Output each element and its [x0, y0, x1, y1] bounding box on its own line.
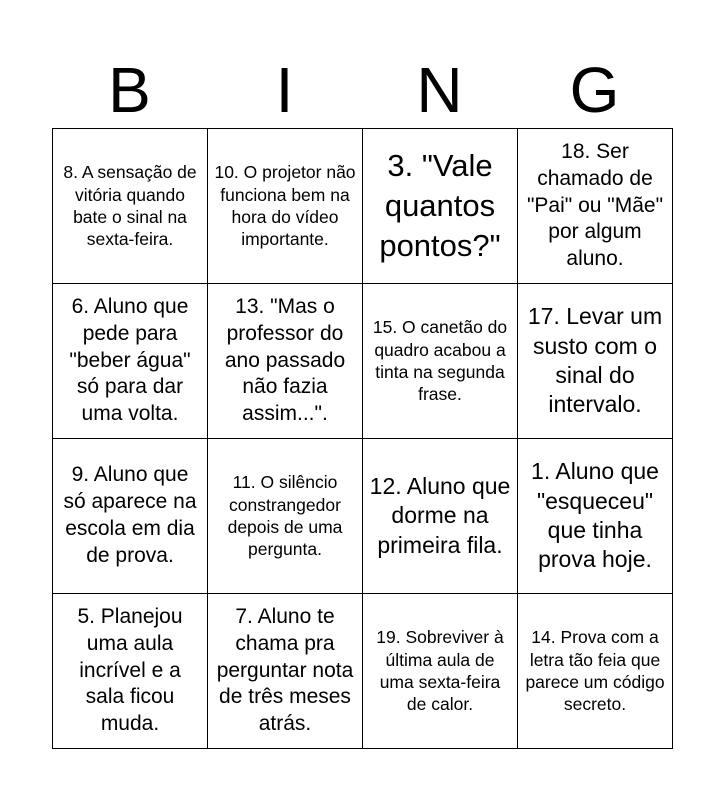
bingo-cell[interactable]: 14. Prova com a letra tão feia que parece um código secreto.: [518, 594, 673, 749]
header-letter-b: B: [108, 54, 151, 126]
bingo-header: [52, 52, 672, 128]
bingo-cell[interactable]: 17. Levar um susto com o sinal do intervalo.: [518, 284, 673, 439]
bingo-cell[interactable]: 18. Ser chamado de "Pai" ou "Mãe" por algum aluno.: [518, 129, 673, 284]
header-letter-n: N: [416, 54, 463, 126]
header-letter-i: I: [275, 54, 294, 126]
bingo-cell[interactable]: 19. Sobreviver à última aula de uma sexta-feira de calor.: [363, 594, 518, 749]
bingo-cell[interactable]: 1. Aluno que "esqueceu" que tinha prova hoje.: [518, 439, 673, 594]
bingo-cell[interactable]: 12. Aluno que dorme na primeira fila.: [363, 439, 518, 594]
header-letter-g: G: [569, 54, 620, 126]
bingo-cell[interactable]: 5. Planejou uma aula incrível e a sala ficou muda.: [53, 594, 208, 749]
bingo-cell[interactable]: 9. Aluno que só aparece na escola em dia de prova.: [53, 439, 208, 594]
bingo-cell[interactable]: 13. "Mas o professor do ano passado não fazia assim...".: [208, 284, 363, 439]
bingo-cell[interactable]: 6. Aluno que pede para "beber água" só para dar uma volta.: [53, 284, 208, 439]
bingo-cell[interactable]: 7. Aluno te chama pra perguntar nota de três meses atrás.: [208, 594, 363, 749]
bingo-grid: [52, 128, 673, 749]
bingo-cell[interactable]: 3. "Vale quantos pontos?": [363, 129, 518, 284]
bingo-cell[interactable]: 8. A sensação de vitória quando bate o sinal na sexta-feira.: [53, 129, 208, 284]
bingo-cell[interactable]: 11. O silêncio constrangedor depois de uma pergunta.: [208, 439, 363, 594]
bingo-cell[interactable]: 10. O projetor não funciona bem na hora do vídeo importante.: [208, 129, 363, 284]
bingo-cell[interactable]: 15. O canetão do quadro acabou a tinta na segunda frase.: [363, 284, 518, 439]
